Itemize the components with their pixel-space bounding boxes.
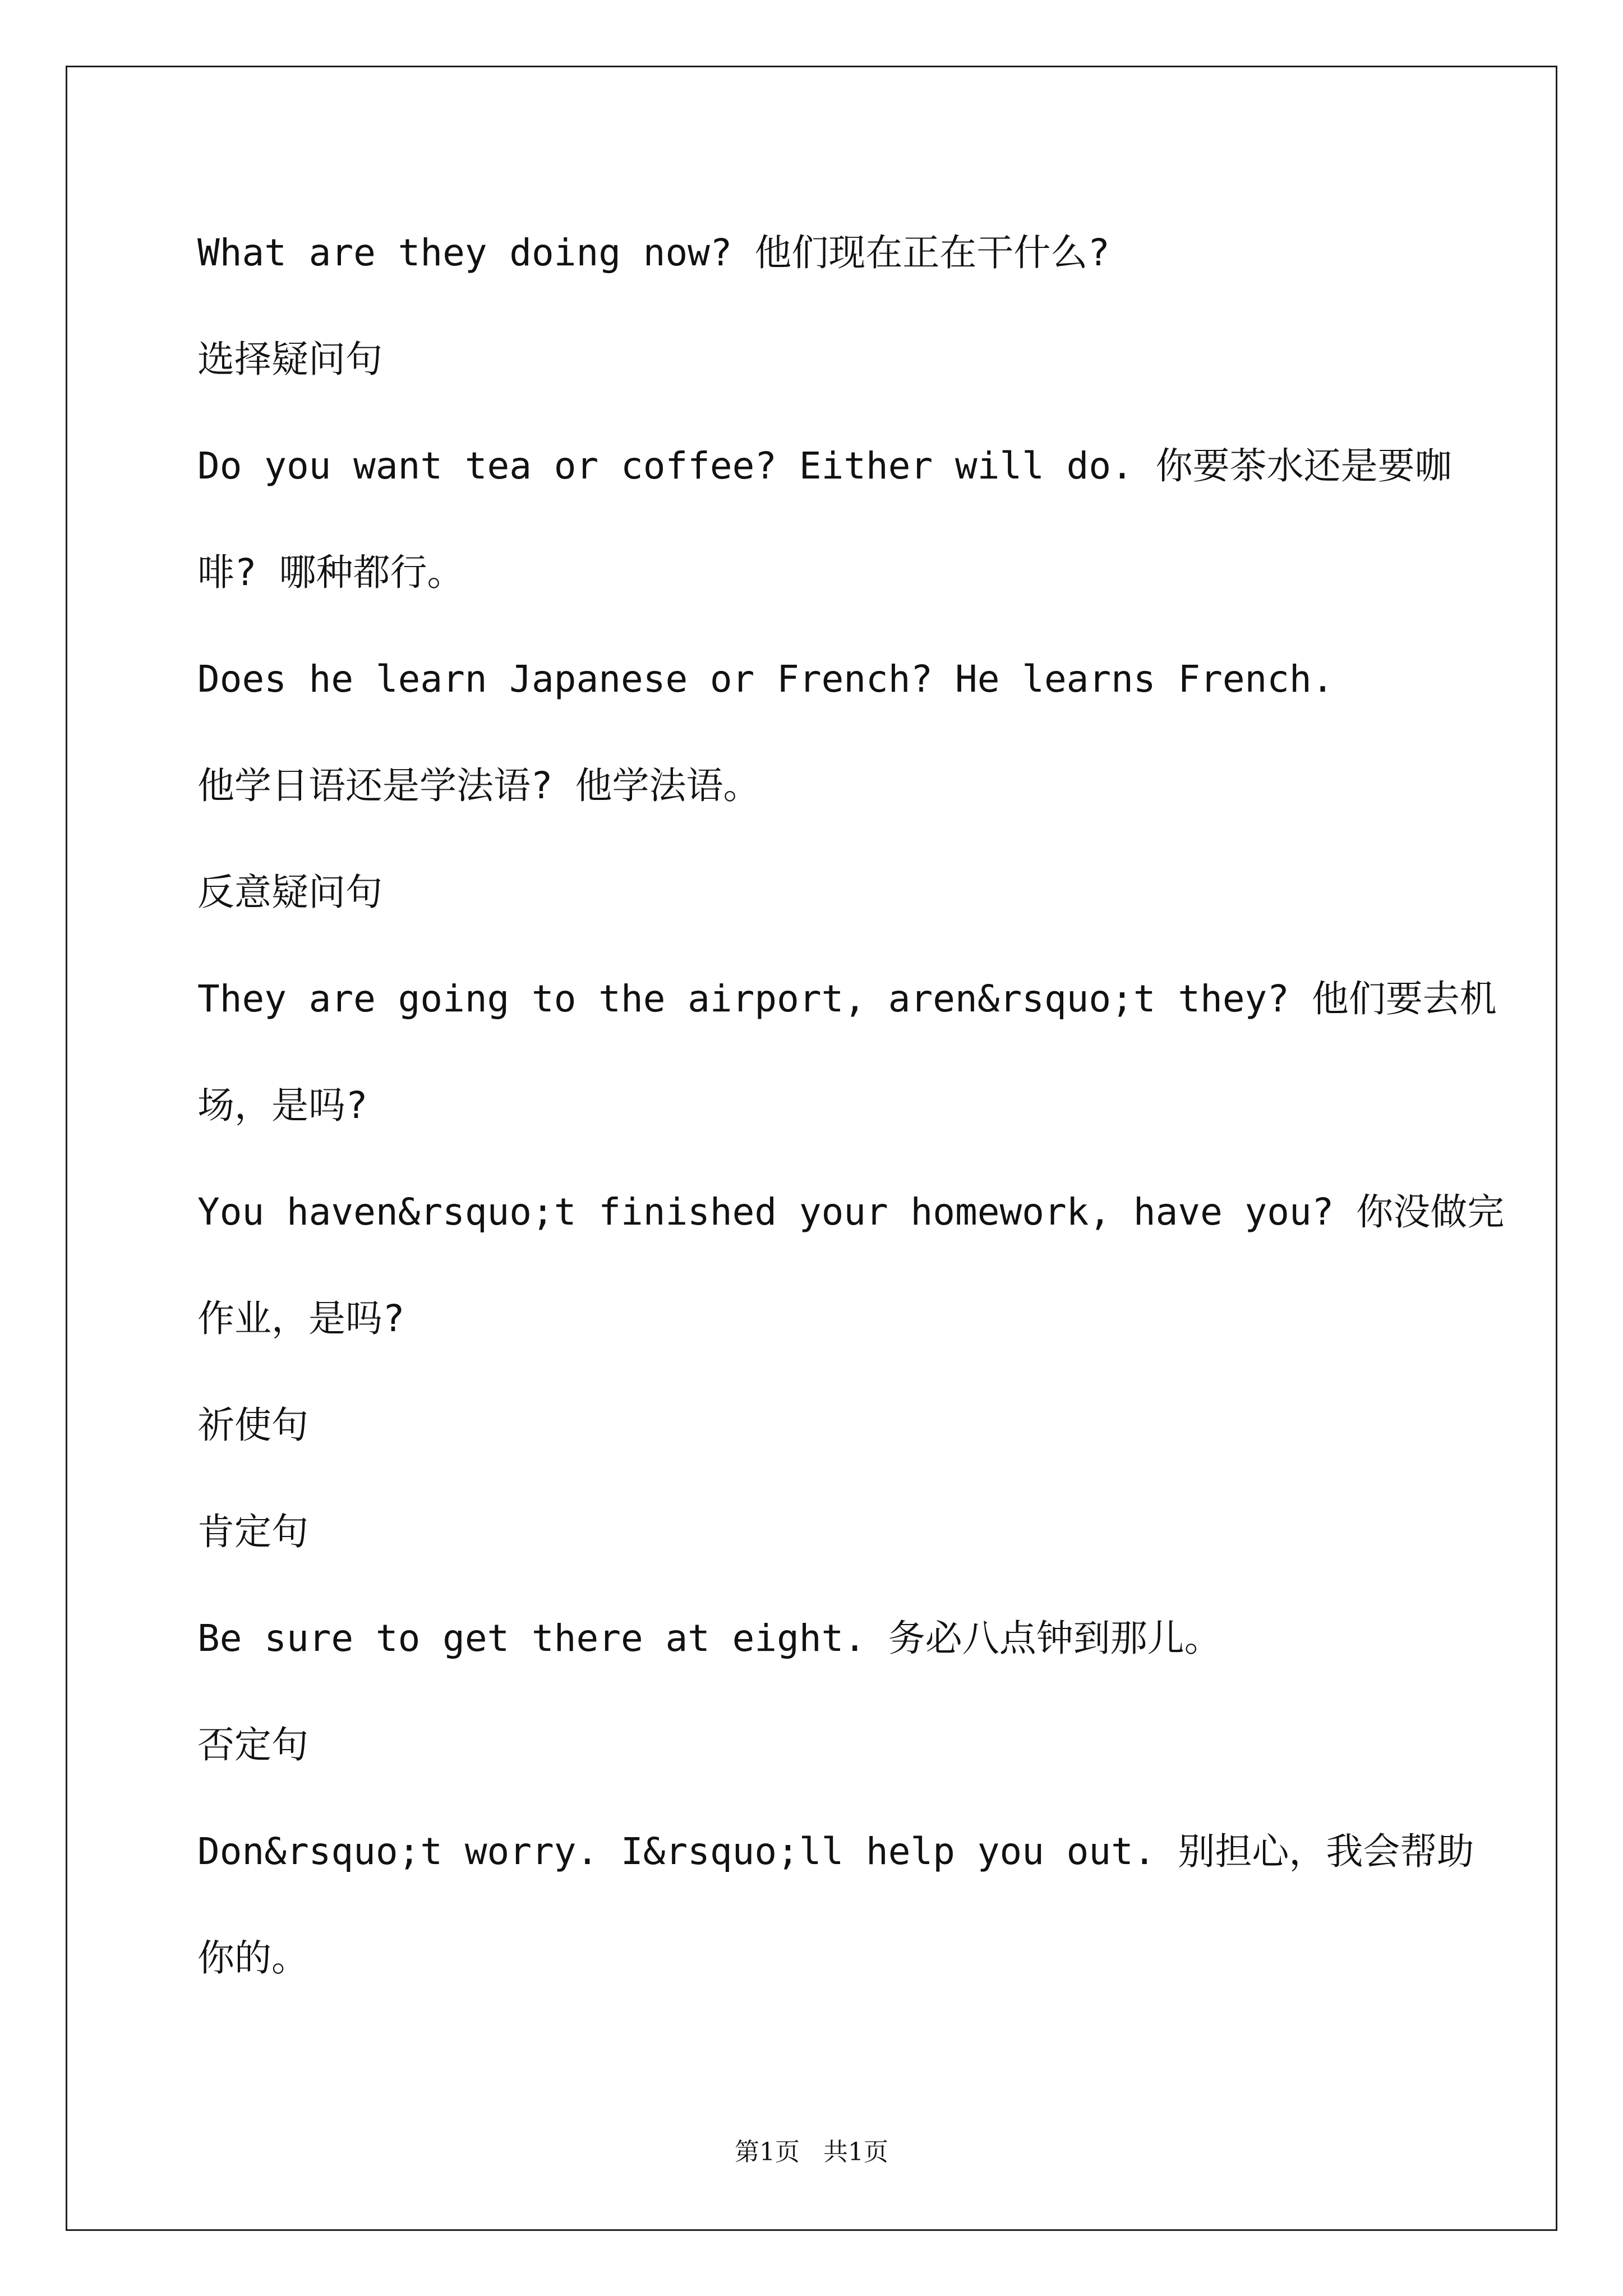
text-line: Don&rsquo;t worry. I&rsquo;ll help you out. 别担心，我会帮助	[197, 1830, 1474, 1873]
section-heading: 选择疑问句	[197, 338, 382, 381]
text-line: What are they doing now? 他们现在正在干什么?	[197, 231, 1110, 274]
section-heading: 否定句	[197, 1723, 308, 1766]
text-line: 啡? 哪种都行。	[197, 551, 464, 594]
text-line: They are going to the airport, aren&rsquo;t they? 他们要去机	[197, 977, 1497, 1020]
text-line: Do you want tea or coffee? Either will do. 你要茶水还是要咖	[197, 444, 1452, 487]
text-line: 作业，是吗?	[197, 1297, 405, 1340]
page-footer: 第1页 共1页	[735, 2138, 888, 2166]
section-heading: 反意疑问句	[197, 871, 382, 914]
text-line: 他学日语还是学法语? 他学法语。	[197, 764, 760, 807]
text-line: Be sure to get there at eight. 务必八点钟到那儿。	[197, 1617, 1221, 1660]
section-heading: 肯定句	[197, 1510, 308, 1553]
text-line: 场，是吗?	[197, 1084, 368, 1127]
section-heading: 祈使句	[197, 1404, 308, 1447]
text-line: 你的。	[197, 1936, 308, 1980]
text-line: You haven&rsquo;t finished your homework, have you? 你没做完	[197, 1190, 1505, 1234]
text-line: Does he learn Japanese or French? He learns French.	[197, 657, 1334, 701]
page-border	[66, 66, 1557, 2231]
